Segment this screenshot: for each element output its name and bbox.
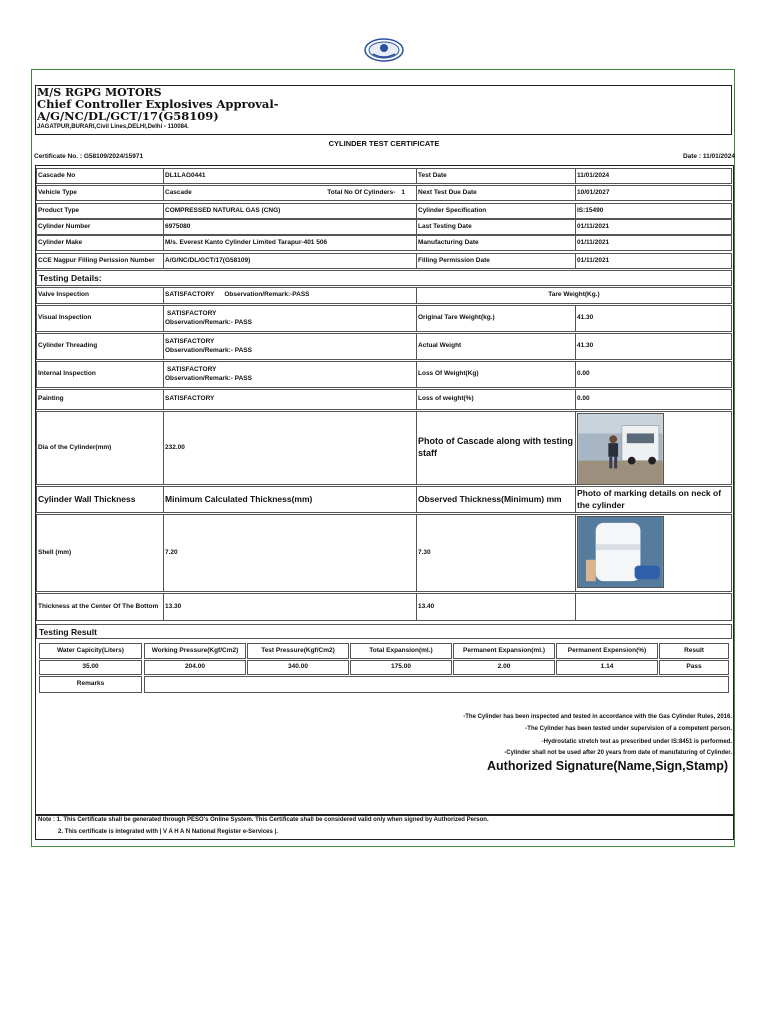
label-internal: Internal Inspection: [36, 361, 164, 388]
value-mfg-date: 01/11/2021: [575, 235, 732, 251]
threading-status: SATISFACTORY: [165, 338, 215, 346]
value-test-date: 11/01/2024: [575, 168, 732, 184]
company-header: [35, 85, 732, 135]
label-product-type: Product Type: [36, 203, 164, 219]
result-test-pressure: 340.00: [247, 660, 349, 675]
label-painting: Painting: [36, 389, 164, 410]
cascade-staff-photo: [577, 413, 664, 485]
value-last-test: 01/11/2021: [575, 219, 732, 235]
label-orig-tare: Original Tare Weight(kg.): [416, 305, 576, 332]
label-fill-perm: Filling Permission Date: [416, 253, 576, 269]
remarks-value: [144, 676, 729, 693]
result-col-water-capacity: Water Capicity(Liters): [39, 643, 142, 659]
value-product-type: COMPRESSED NATURAL GAS (CNG): [163, 203, 417, 219]
label-observed-thickness: Observed Thickness(Minimum) mm: [416, 486, 576, 513]
label-cyl-spec: Cylinder Specification: [416, 203, 576, 219]
label-wall-thickness: Cylinder Wall Thickness: [36, 486, 164, 513]
label-loss-kg: Loss Of Weight(Kg): [416, 361, 576, 388]
authorized-signature: Authorized Signature(Name,Sign,Stamp): [487, 759, 728, 773]
emblem-logo-icon: [363, 37, 405, 63]
remarks-label: Remarks: [39, 676, 142, 693]
empty-cell: [575, 593, 732, 621]
value-shell-observed: 7.30: [416, 514, 576, 592]
internal-status: SATISFACTORY: [167, 366, 217, 374]
note-2: 2. This certificate is integrated with | V A H A N National Register e-Services |.: [58, 829, 278, 835]
testing-details-heading: Testing Details:: [36, 270, 732, 286]
label-cyl-number: Cylinder Number: [36, 219, 164, 235]
result-permanent-expansion-pct: 1.14: [556, 660, 658, 675]
label-diameter: Dia of the Cylinder(mm): [36, 411, 164, 485]
visual-status: SATISFACTORY: [167, 310, 217, 318]
certificate-number: Certificate No. : G58109/2024/15971: [34, 153, 144, 160]
result-water-capacity: 35.00: [39, 660, 142, 675]
declaration-line-1: -The Cylinder has been inspected and tested in accordance with the Gas Cylinder Rules, 2016.: [463, 714, 732, 720]
threading-observation: Observation/Remark:- PASS: [165, 346, 252, 354]
label-valve: Valve Inspection: [36, 287, 164, 304]
valve-observation: Observation/Remark:-PASS: [224, 291, 310, 299]
internal-observation: Observation/Remark:- PASS: [165, 374, 252, 382]
value-bottom-observed: 13.40: [416, 593, 576, 621]
tare-weight-heading: Tare Weight(Kg.): [416, 287, 732, 304]
result-col-permanent-expansion: Permanent Expansion(ml.): [453, 643, 555, 659]
value-bottom-min: 13.30: [163, 593, 417, 621]
result-col-working-pressure: Working Pressure(Kgf/Cm2): [144, 643, 246, 659]
certificate-date: Date : 11/01/2024: [682, 153, 735, 160]
label-loss-pct: Loss of weight(%): [416, 389, 576, 410]
value-visual: [163, 305, 417, 332]
value-orig-tare: 41.30: [575, 305, 732, 332]
label-cascade-no: Cascade No: [36, 168, 164, 184]
notes-box: [35, 815, 734, 840]
company-name: M/S RGPG MOTORS: [37, 86, 162, 99]
approval-line: Chief Controller Explosives Approval-: [37, 97, 279, 111]
total-cylinders-label: Total No Of Cylinders-: [327, 188, 396, 196]
result-col-test-pressure: Test Pressure(Kgf/Cm2): [247, 643, 349, 659]
label-visual: Visual Inspection: [36, 305, 164, 332]
label-mfg-date: Manufacturing Date: [416, 235, 576, 251]
value-loss-kg: 0.00: [575, 361, 732, 388]
value-cascade-no: DL1LAG0441: [163, 168, 417, 184]
value-loss-pct: 0.00: [575, 389, 732, 410]
vehicle-type-text: Cascade: [165, 188, 192, 196]
value-cyl-number: 6975080: [163, 219, 417, 235]
cylinder-marking-photo: [577, 516, 664, 588]
photo-cascade-label: Photo of Cascade along with testing staff: [416, 411, 576, 485]
value-internal: [163, 361, 417, 388]
declaration-line-2: -The Cylinder has been tested under supervision of a competent person.: [525, 726, 732, 732]
value-vehicle-type: [163, 185, 417, 201]
photo-marking-label: Photo of marking details on neck of the cylinder: [575, 486, 732, 513]
result-col-result: Result: [659, 643, 729, 659]
value-next-due: 10/01/2027: [575, 185, 732, 201]
value-valve: [163, 287, 417, 304]
value-cyl-make: M/s. Everest Kanto Cylinder Limited Tarapur-401 506: [163, 235, 417, 251]
result-working-pressure: 204.00: [144, 660, 246, 675]
label-shell: Shell (mm): [36, 514, 164, 592]
label-actual-weight: Actual Weight: [416, 333, 576, 360]
result-col-permanent-expansion-pct: Permanent Expension(%): [556, 643, 658, 659]
value-shell-min: 7.20: [163, 514, 417, 592]
label-test-date: Test Date: [416, 168, 576, 184]
label-vehicle-type: Vehicle Type: [36, 185, 164, 201]
total-cylinders-value: 1: [401, 188, 405, 196]
label-cce-number: CCE Nagpur Filling Perission Number: [36, 253, 164, 269]
value-fill-perm: 01/11/2021: [575, 253, 732, 269]
label-bottom-thickness: Thickness at the Center Of The Bottom: [36, 593, 164, 621]
value-actual-weight: 41.30: [575, 333, 732, 360]
declaration-line-4: -Cylinder shall not be used after 20 years from date of manufaturing of Cylinder.: [504, 750, 732, 756]
label-min-calc-thickness: Minimum Calculated Thickness(mm): [163, 486, 417, 513]
result-permanent-expansion: 2.00: [453, 660, 555, 675]
declaration-line-3: -Hydrostatic stretch test as prescribed under IS:8451 is performed.: [541, 739, 732, 745]
company-address: JAGATPUR,BURARI,Civil Lines,DELHI,Delhi - 110084.: [37, 124, 189, 130]
result-col-total-expansion: Total Expansion(ml.): [350, 643, 452, 659]
value-cce-number: A/G/NC/DL/GCT/17(G58109): [163, 253, 417, 269]
value-diameter: 232.00: [163, 411, 417, 485]
visual-observation: Observation/Remark:- PASS: [165, 318, 252, 326]
value-threading: [163, 333, 417, 360]
valve-status: SATISFACTORY: [165, 291, 215, 299]
value-cyl-spec: IS:15490: [575, 203, 732, 219]
label-last-test: Last Testing Date: [416, 219, 576, 235]
label-next-due: Next Test Due Date: [416, 185, 576, 201]
result-total-expansion: 175.00: [350, 660, 452, 675]
testing-result-heading: Testing Result: [36, 624, 732, 639]
result-pass: Pass: [659, 660, 729, 675]
approval-number: A/G/NC/DL/GCT/17(G58109): [37, 109, 219, 123]
label-cyl-make: Cylinder Make: [36, 235, 164, 251]
label-threading: Cylinder Threading: [36, 333, 164, 360]
note-1: Note : 1. This Certificate shall be generated through PESO's Online System. This Certificate shall be considered valid only when signed by Authorized Person.: [38, 817, 489, 823]
certificate-title: CYLINDER TEST CERTIFICATE: [328, 139, 440, 148]
value-painting: SATISFACTORY: [163, 389, 417, 410]
